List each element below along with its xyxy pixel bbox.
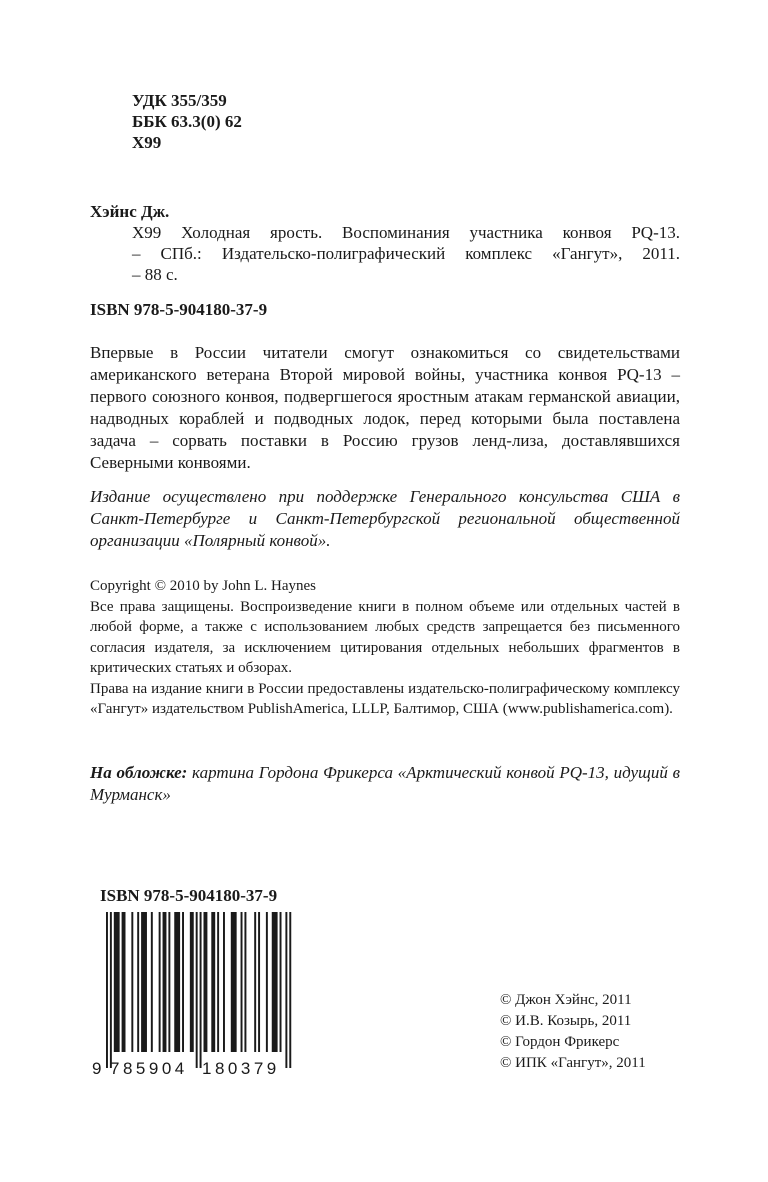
barcode-bar [122, 912, 126, 1052]
cover-text: картина Гордона Фрикерса «Арктический конвой PQ-13, идущий в Мурманск» [90, 763, 680, 804]
isbn-bottom: ISBN 978-5-904180-37-9 [100, 886, 278, 905]
rights-reserved: Все права защищены. Воспроизведение книги в полном объеме или отдельных частей в любой форме, а также с использованием любых средств запрещается без письменного согласия издателя, за исключением цитирования отдельных небольших фрагментов в критических статьях и обзорах. [90, 598, 680, 676]
barcode-bar [151, 912, 153, 1052]
copyright-holder: © И.В. Козырь, 2011 [500, 1013, 632, 1029]
classification-codes [132, 90, 242, 153]
barcode-bars [106, 912, 291, 1068]
author-name: Хэйнс Дж. [90, 202, 170, 221]
isbn-top: ISBN 978-5-904180-37-9 [90, 300, 268, 319]
barcode-bar [110, 912, 112, 1068]
barcode-bar [258, 912, 260, 1052]
isbn-barcode [90, 910, 300, 1078]
copyright-holder: © Гордон Фрикерс [500, 1034, 620, 1050]
cover-label: На обложке: [90, 763, 188, 782]
barcode-bar [289, 912, 291, 1068]
barcode-bar [223, 912, 225, 1052]
barcode-bar [163, 912, 167, 1052]
barcode-bar [280, 912, 282, 1052]
bbk-code: ББК 63.3(0) 62 [132, 112, 242, 131]
barcode-right-digits: 180379 [202, 1059, 280, 1078]
copyright-holders [500, 990, 646, 1074]
barcode-bar [241, 912, 243, 1052]
barcode-bar [196, 912, 198, 1068]
annotation-text: Впервые в России читатели смогут ознакомиться со свидетельствами американского ветерана Второй мировой войны, участника конвоя PQ-13 – первого союзного конвоя, подвергшегося яростным атакам германской авиации, надводных кораблей и подводных лодок, перед которыми была поставлена задача – сорвать поставки в Россию грузов ленд-лиза, доставлявшихся Северными конвоями. [90, 343, 680, 472]
barcode-bar [190, 912, 194, 1052]
bibliographic-description [90, 222, 680, 285]
barcode-bar [114, 912, 120, 1052]
barcode-bar [141, 912, 147, 1052]
barcode-bar [204, 912, 208, 1052]
barcode-bar [211, 912, 215, 1052]
barcode-first-digit: 9 [92, 1059, 102, 1078]
barcode-bar [200, 912, 202, 1068]
barcode-left-digits: 785904 [110, 1059, 188, 1078]
copyright-line: Copyright © 2010 by John L. Haynes [90, 578, 316, 594]
pages-line: – 88 с. [132, 265, 178, 284]
barcode-bar [174, 912, 180, 1052]
rights-russia: Права на издание книги в России предоставлены издательско-полиграфическому комплексу «Гангут» издательством PublishAmerica, LLLP, Балтимор, США (www.publishamerica.com). [90, 680, 680, 717]
barcode-bar [217, 912, 219, 1052]
barcode-bar [159, 912, 161, 1052]
barcode-bar [285, 912, 287, 1068]
udk-code: УДК 355/359 [132, 91, 227, 110]
barcode-bar [182, 912, 184, 1052]
barcode-bar [131, 912, 133, 1052]
annotation [90, 342, 680, 474]
barcode-bar [272, 912, 278, 1052]
barcode-bar [168, 912, 170, 1052]
barcode-bar [137, 912, 139, 1052]
copyright-holder: © Джон Хэйнс, 2011 [500, 992, 632, 1008]
barcode-bar [254, 912, 256, 1052]
copyright-holder: © ИПК «Гангут», 2011 [500, 1055, 646, 1071]
support-note: Издание осуществлено при поддержке Генерального консульства США в Санкт-Петербурге и Санкт-Петербургской региональной общественной организации «Полярный конвой». [90, 487, 680, 550]
publisher-line: – СПб.: Издательско-полиграфический комплекс «Гангут», 2011. [132, 244, 680, 263]
rights-block [90, 576, 680, 720]
barcode-bar [244, 912, 246, 1052]
barcode-bar [106, 912, 108, 1068]
barcode-bar [231, 912, 237, 1052]
title-line: Х99 Холодная ярость. Воспоминания участника конвоя PQ-13. [132, 223, 680, 242]
cover-note [90, 762, 680, 806]
author-mark: Х99 [132, 133, 162, 152]
barcode-bar [266, 912, 268, 1052]
